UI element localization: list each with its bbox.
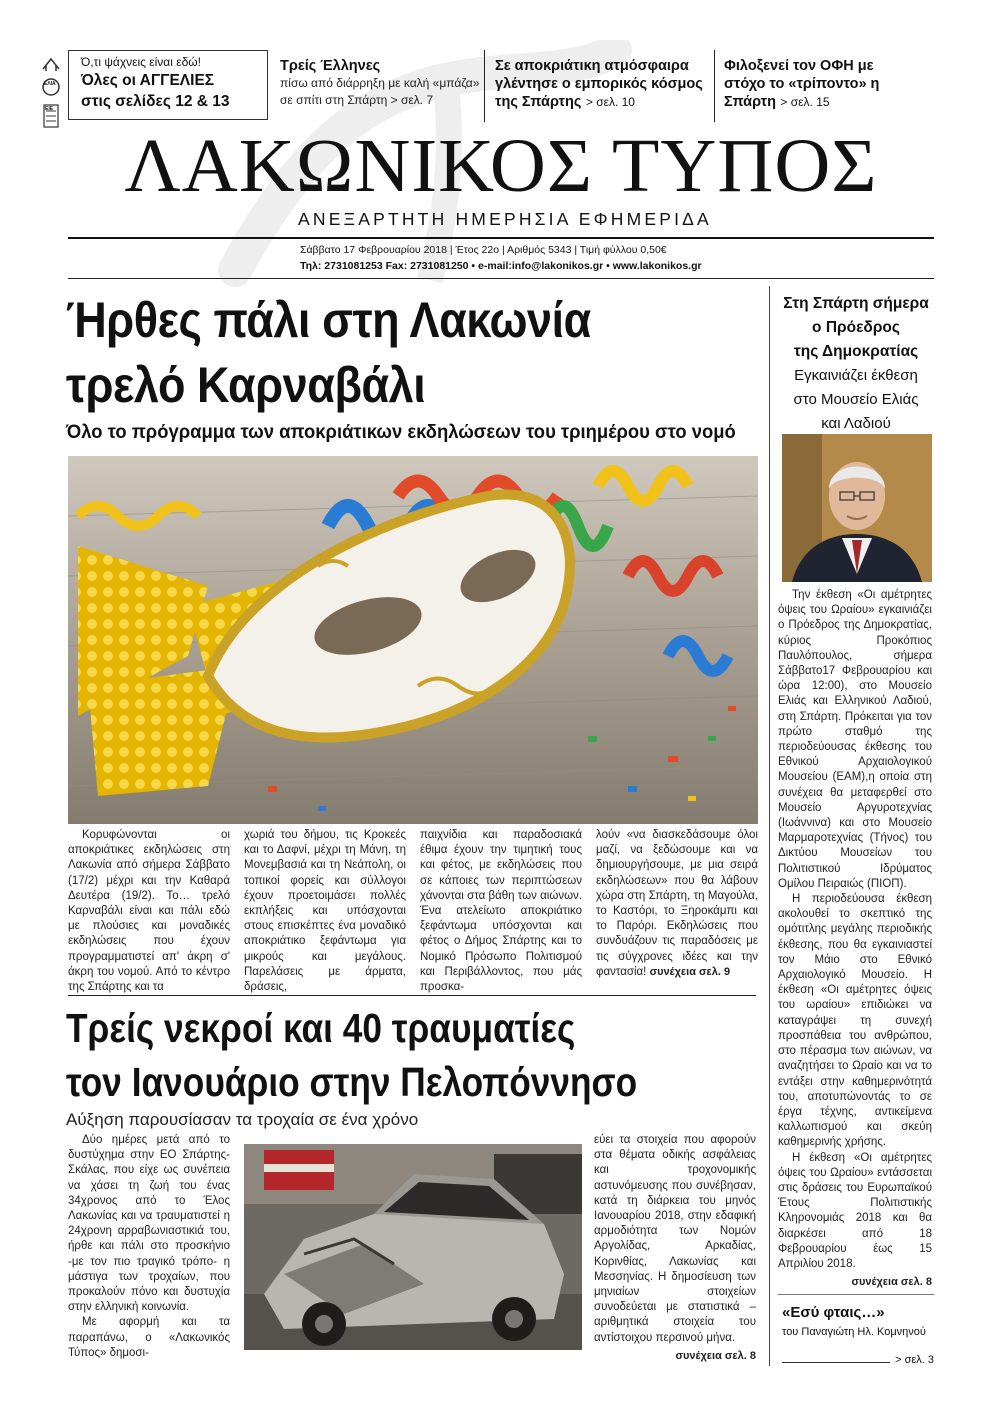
continued-link[interactable]: συνέχεια σελ. 9 — [649, 965, 731, 978]
sidebar-headline: της Δημοκρατίας — [793, 343, 919, 360]
classifieds-box[interactable] — [68, 50, 268, 120]
classifieds-heading: Όλες οι ΑΓΓΕΛΙΕΣ — [81, 72, 215, 89]
teaser-sparti-ofi[interactable] — [724, 57, 904, 111]
teaser-page-ref: > σελ. 7 — [390, 93, 434, 107]
teaser-divider — [484, 50, 485, 122]
main-subheadline: Όλο το πρόγραμμα των αποκριάτικων εκδηλώσεων του τριημέρου στο νομό — [66, 422, 736, 443]
carnival-mask-photo — [68, 456, 758, 824]
paragraph: Με αφορμή και τα παραπάνω, ο «Λακωνικός Τύπος» δημοσι- — [68, 1316, 230, 1359]
main-headline-line2: τρελό Καρναβάλι — [66, 357, 426, 413]
sidebar-story — [778, 292, 934, 436]
sidebar-body — [778, 588, 932, 1290]
section-divider — [68, 995, 756, 996]
continued-link[interactable]: συνέχεια σελ. 8 — [675, 1349, 756, 1362]
classifieds-tagline: Ό,τι ψάχνεις είναι εδώ! — [81, 55, 201, 69]
paragraph: Κορυφώνονται οι αποκριάτικες εκδηλώσεις στη Λακωνία από σήμερα Σάββατο (17/2) μέχρι και την Καθαρά Δευτέρα (19/2). Το… τρελό Καρναβάλι είναι και πάλι εδώ με πλούσιες και μοναδικές εκδηλώσεις που έχουν προγραμματιστεί απ' άκρη σ' άκρη του νομού. Από το κέντρο της Σπάρτης και τα — [68, 829, 230, 994]
second-story-column-1 — [68, 1133, 230, 1361]
sidebar-headline: Στη Σπάρτη σήμερα — [783, 295, 929, 312]
teaser-divider — [714, 50, 715, 122]
elia-logo-text: ΕΛΙΑ — [44, 81, 56, 87]
president-portrait — [782, 434, 932, 582]
teaser-carnival-trade[interactable] — [495, 57, 705, 111]
second-subheadline: Αύξηση παρουσίασαν τα τροχαία σε ένα χρόνο — [66, 1110, 419, 1129]
sidebar-subheadline: και Λαδιού — [821, 415, 891, 432]
paragraph: λούν «να διασκεδάσουμε όλοι μαζί, να ξεδώσουμε και να δημιουργήσουμε, με μια σειρά εκδηλώσεων» που θα λάβουν χώρα στη Σπάρτη, τη Μαγούλα, το Καστόρι, το Ξηροκάμπι και το Παρόρι. Εκδηλώσεις που συνδυάζουν τις παραδόσεις με τις σύγχρονες ιδέες και την φαντασία! — [596, 829, 758, 978]
paragraph: Δύο ημέρες μετά από το δυστύχημα στην ΕΟ Σπάρτης-Σκάλας, που είχε ως συνέπεια να χάσει τη ζωή του ένας 34χρονος από το Έλος Λακωνίας και να τραυματιστεί η 24χρονη αρραβωνιαστικιά του, ήρθε και πάλι στο προσκήνιο -με τον πιο τραγικό τρόπο- η μάστιγα των τροχαίων, που προκαλούν πόνο και δυστυχία στην ελληνική κοινωνία. — [68, 1134, 230, 1314]
issue-info: Σάββατο 17 Φεβρουαρίου 2018 | Έτος 22ο | Αριθμός 5343 | Τιμή φύλλου 0,50€ — [300, 244, 667, 256]
paragraph: Η έκθεση «Οι αμέτρητες όψεις του Ωραίου» εντάσσεται στις δράσεις του Ευρωπαϊκού Έτους Πολιτιστικής Κληρονομιάς 2018 και θα διαρκέσει από 18 Φεβρουαρίου έως 15 Απριλίου 2018. — [778, 1151, 932, 1270]
eie-logo-text: ΕΙΕ — [45, 106, 54, 112]
classifieds-pages: στις σελίδες 12 & 13 — [81, 93, 230, 110]
main-story-column-3 — [420, 828, 582, 995]
paragraph: Την έκθεση «Οι αμέτρητες όψεις του Ωραίου» εγκαινιάζει ο Πρόεδρος της Δημοκρατίας, κύριος Προκόπιος Παυλόπουλος, σήμερα Σάββατο17 Φεβρουαρίου και ώρα 12:00), στο Μουσείο Ελιάς και Ελληνικού Λαδιού, στη Σπάρτη. Πρόκειται για τον πρώτο σταθμό της περιοδεύουσας έκθεσης του Εθνικού Αρχαιολογικού Μουσείου (ΕΑΜ),η οποία στη συνέχεια θα μεταφερθεί στο Μουσείο Αργυροτεχνίας (Ιωάννινα) και στο Μουσείο Μαρμαροτεχνίας (Τήνος) του Δικτύου Μουσείων του Πολιτιστικού Ιδρύματος Ομίλου Πειραιώς (ΠΙΟΠ). — [778, 589, 932, 890]
second-headline-line2: τον Ιανουάριο στην Πελοπόννησο — [66, 1059, 638, 1105]
paragraph: Η περιοδεύουσα έκθεση ακολουθεί το σκεπτικό της ομότιτλης μεγάλης περιοδικής έκθεσης, που θα εγκαινιαστεί τον Μάιο στο Εθνικό Αρχαιολογικό Μουσείο. Η έκθεση «Οι αμέτρητες όψεις του ωραίου» επιδιώκει να καταγράψει τη συνεχή προσπάθεια του ανθρώπου, στο πέρασμα των αιώνων, να αναζητήσει το Ωραίο και να το εντάξει στην καθημερινότητά του, αποτυπώνοντάς το σε έργα τέχνης, αντικείμενα καλλωπισμού και σκεύη καθημερινής χρήσης. — [778, 893, 932, 1149]
second-headline-line1: Τρείς νεκροί και 40 τραυματίες — [66, 1005, 576, 1051]
opinion-column-rule — [782, 1362, 890, 1363]
teaser-page-ref: > σελ. 15 — [780, 95, 830, 109]
masthead-bottom-rule — [68, 278, 934, 279]
opinion-column-title: «Εσύ φταις…» — [782, 1304, 885, 1321]
main-story-column-1 — [68, 828, 230, 995]
masthead-rule — [68, 237, 934, 239]
opinion-column-author: του Παναγιώτη Ηλ. Κομνηνού — [782, 1326, 926, 1338]
sidebar-rule — [778, 1294, 934, 1295]
sidebar-divider — [769, 286, 770, 1366]
teaser-subtitle: πίσω από διάρρηξη με καλή «μπάζα» σε σπίτι στη Σπάρτη — [280, 76, 480, 107]
paragraph: χωριά του δήμου, τις Κροκεές και το Δαφνί, μέχρι τη Μάνη, τη Μονεμβασιά και τη Νεάπολη, οι τοπικοί φορείς και σύλλογοι έχουν προετοιμάσει πολλές εκπλήξεις και υπόσχονται στους επισκέπτες ένα μοναδικό αποκριάτικο ξεφάντωμα για μικρούς και μεγάλους. Παρελάσεις με άρματα, δράσεις, — [244, 829, 406, 994]
certification-logos — [40, 55, 62, 131]
paragraph: εύει τα στοιχεία που αφορούν στα θέματα οδικής ασφάλειας και τροχονομικής αστυνόμευσης που συνέβησαν, κατά τη διάρκεια του μηνός Ιανουαρίου 2018, στην εδαφική αρμοδιότητα των Νομών Αργολίδας, Αρκαδίας, Κορινθίας, Λακωνίας και Μεσσηνίας. Η δημοσίευση των μηνιαίων στοιχείων συνοδεύεται με στατιστικά – αριθμητικά στοιχεία του αντίστοιχου περσινού μήνα. — [594, 1134, 756, 1344]
opinion-column-page-ref: > σελ. 3 — [895, 1354, 934, 1366]
newspaper-subtitle: ΑΝΕΞΑΡΤΗΤΗ ΗΜΕΡΗΣΙΑ ΕΦΗΜΕΡΙΔΑ — [298, 209, 712, 229]
teaser-title: Φιλοξενεί τον ΟΦΗ με στόχο το «τρίποντο» η Σπάρτη — [724, 58, 880, 110]
contact-info: Τηλ: 2731081253 Fax: 2731081250 • e-mail:info@lakonikos.gr • www.lakonikos.gr — [300, 260, 702, 272]
sidebar-subheadline: στο Μουσείο Ελιάς — [793, 391, 919, 408]
continued-link[interactable]: συνέχεια σελ. 8 — [851, 1276, 932, 1289]
sidebar-headline: ο Πρόεδρος — [812, 319, 900, 336]
teaser-burglary[interactable] — [280, 57, 480, 109]
main-headline-line1: Ήρθες πάλι στη Λακωνία — [66, 292, 591, 348]
newspaper-title: ΛΑΚΩΝΙΚΟΣ ΤΥΠΟΣ — [124, 124, 878, 208]
paragraph: παιχνίδια και παραδοσιακά έθιμα έχουν την τιμητική τους και φέτος, με εκδηλώσεις που σε κάποιες των περιπτώσεων χάνονται στα βάθη των αιώνων. Ένα ατελείωτο αποκριάτικο ξεφάντωμα υπόσχονται και φέτος ο Δήμος Σπάρτης και το Νομικό Πρόσωπο Πολιτισμού και Περιβάλλοντος, που μάς προσκα- — [420, 829, 582, 994]
teaser-title: Σε αποκριάτικη ατμόσφαιρα γλέντησε ο εμπορικός κόσμος της Σπάρτης — [495, 58, 703, 110]
main-story-column-2 — [244, 828, 406, 995]
car-crash-photo — [244, 1144, 582, 1350]
opinion-column-teaser[interactable] — [782, 1304, 934, 1370]
teaser-page-ref: > σελ. 10 — [585, 95, 635, 109]
sidebar-subheadline: Εγκαινιάζει έκθεση — [794, 367, 918, 384]
teaser-title: Τρείς Έλληνες — [280, 58, 381, 74]
second-story-column-2 — [594, 1133, 756, 1364]
main-story-column-4 — [596, 828, 758, 980]
